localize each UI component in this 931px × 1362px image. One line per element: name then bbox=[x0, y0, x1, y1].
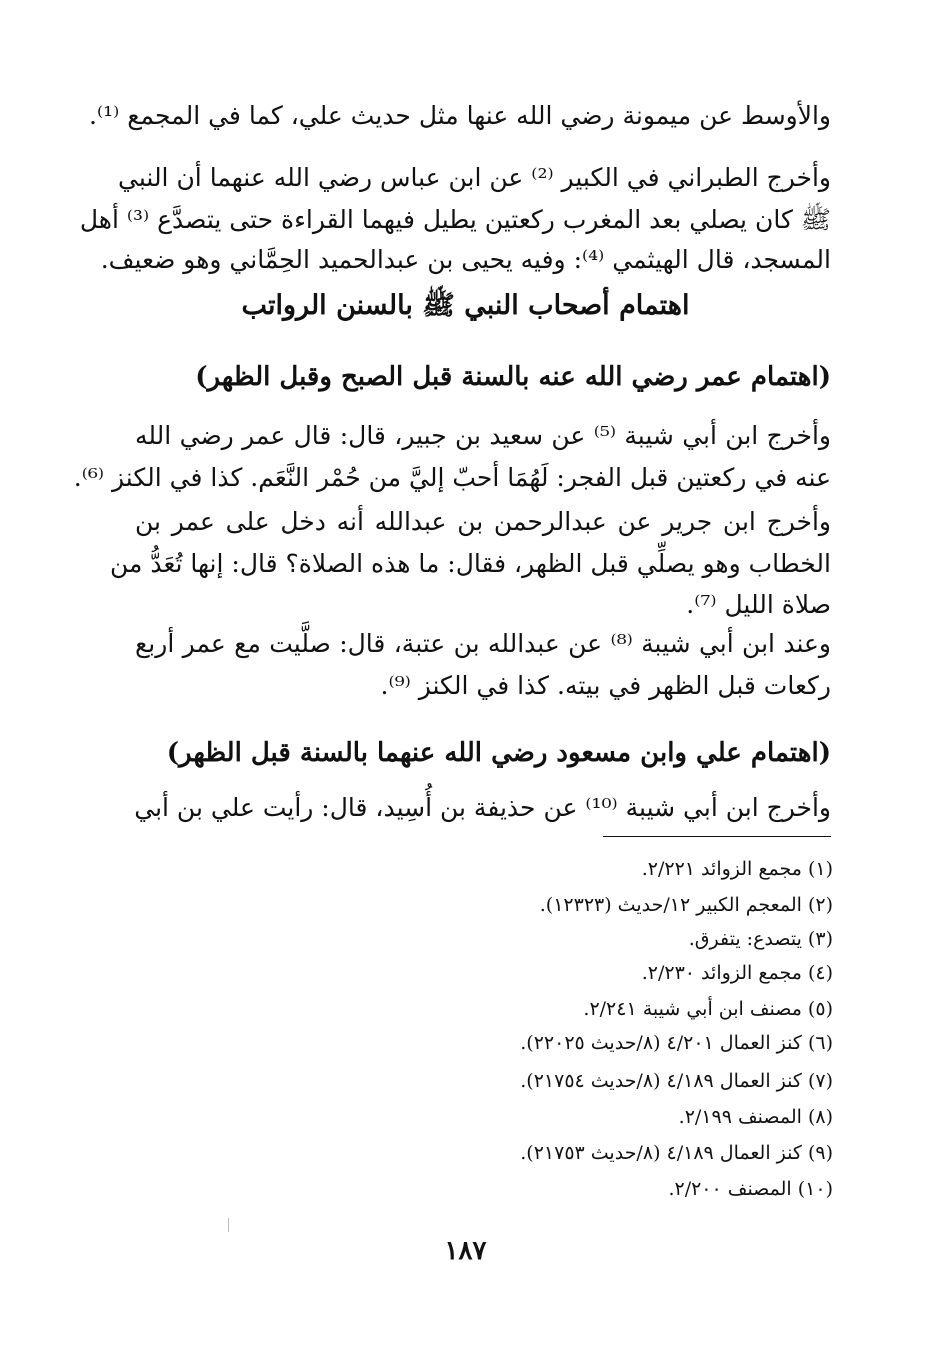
footnote-4: (٤) مجمع الزوائد ٢/٢٣٠. bbox=[641, 962, 833, 984]
footnote-separator bbox=[603, 836, 831, 837]
footnote-3: (٣) يتصدع: يتفرق. bbox=[688, 928, 833, 950]
footnote-2: (٢) المعجم الكبير ١٢/حديث (١٢٣٢٣). bbox=[539, 894, 833, 916]
subsection-1-title: (اهتمام عمر رضي الله عنه بالسنة قبل الصبح وقبل الظهر) bbox=[195, 362, 831, 392]
subsection-1-line-2: عنه في ركعتين قبل الفجر: لَهُمَا أحبّ إليَّ من حُمْر النَّعَم. كذا في الكنز ⁽⁶⁾. bbox=[73, 463, 831, 492]
footnote-10: (١٠) المصنف ٢/٢٠٠. bbox=[668, 1178, 833, 1200]
subsection-1-line-6: وعند ابن أبي شيبة ⁽⁸⁾ عن عبدالله بن عتبة، قال: صلَّيت مع عمر أربع bbox=[135, 629, 832, 658]
footnote-6: (٦) كنز العمال ٤/٢٠١ (٨/حديث ٢٢٠٢٥). bbox=[520, 1032, 833, 1054]
body-line-4: المسجد، قال الهيثمي ⁽⁴⁾: وفيه يحيى بن عبدالحميد الحِمَّاني وهو ضعيف. bbox=[100, 245, 831, 274]
subsection-2-title: (اهتمام علي وابن مسعود رضي الله عنهما بالسنة قبل الظهر) bbox=[166, 738, 831, 768]
footnote-1: (١) مجمع الزوائد ٢/٢٢١. bbox=[641, 858, 833, 880]
subsection-1-line-7: ركعات قبل الظهر في بيته. كذا في الكنز ⁽⁹⁾. bbox=[380, 671, 831, 700]
page-number: ١٨٧ bbox=[444, 1236, 487, 1266]
body-line-3: ﷺ كان يصلي بعد المغرب ركعتين يطيل فيهما القراءة حتى يتصدَّع ⁽³⁾ أهل bbox=[79, 205, 831, 234]
subsection-1-line-1: وأخرج ابن أبي شيبة ⁽⁵⁾ عن سعيد بن جبير، قال: قال عمر رضي الله bbox=[135, 421, 831, 450]
subsection-2-line-1: وأخرج ابن أبي شيبة ⁽¹⁰⁾ عن حذيفة بن أُسِيد، قال: رأيت علي بن أبي bbox=[134, 793, 831, 822]
section-title: اهتمام أصحاب النبي ﷺ بالسنن الرواتب bbox=[241, 290, 690, 321]
scan-mark bbox=[228, 1218, 229, 1232]
footnote-5: (٥) مصنف ابن أبي شيبة ٢/٢٤١. bbox=[583, 998, 833, 1020]
subsection-1-line-5: صلاة الليل ⁽⁷⁾. bbox=[686, 590, 831, 619]
footnote-7: (٧) كنز العمال ٤/١٨٩ (٨/حديث ٢١٧٥٤). bbox=[520, 1070, 833, 1092]
footnote-8: (٨) المصنف ٢/١٩٩. bbox=[678, 1106, 833, 1128]
body-line-1: والأوسط عن ميمونة رضي الله عنها مثل حديث علي، كما في المجمع ⁽¹⁾. bbox=[89, 101, 831, 130]
subsection-1-line-4: الخطاب وهو يصلِّي قبل الظهر، فقال: ما هذه الصلاة؟ قال: إنها تُعَدُّ من bbox=[109, 549, 831, 578]
body-line-2: وأخرج الطبراني في الكبير ⁽²⁾ عن ابن عباس رضي الله عنهما أن النبي bbox=[118, 163, 831, 192]
subsection-1-line-3: وأخرج ابن جرير عن عبدالرحمن بن عبدالله أنه دخل على عمر بن bbox=[135, 507, 831, 536]
footnote-9: (٩) كنز العمال ٤/١٨٩ (٨/حديث ٢١٧٥٣). bbox=[520, 1142, 833, 1164]
